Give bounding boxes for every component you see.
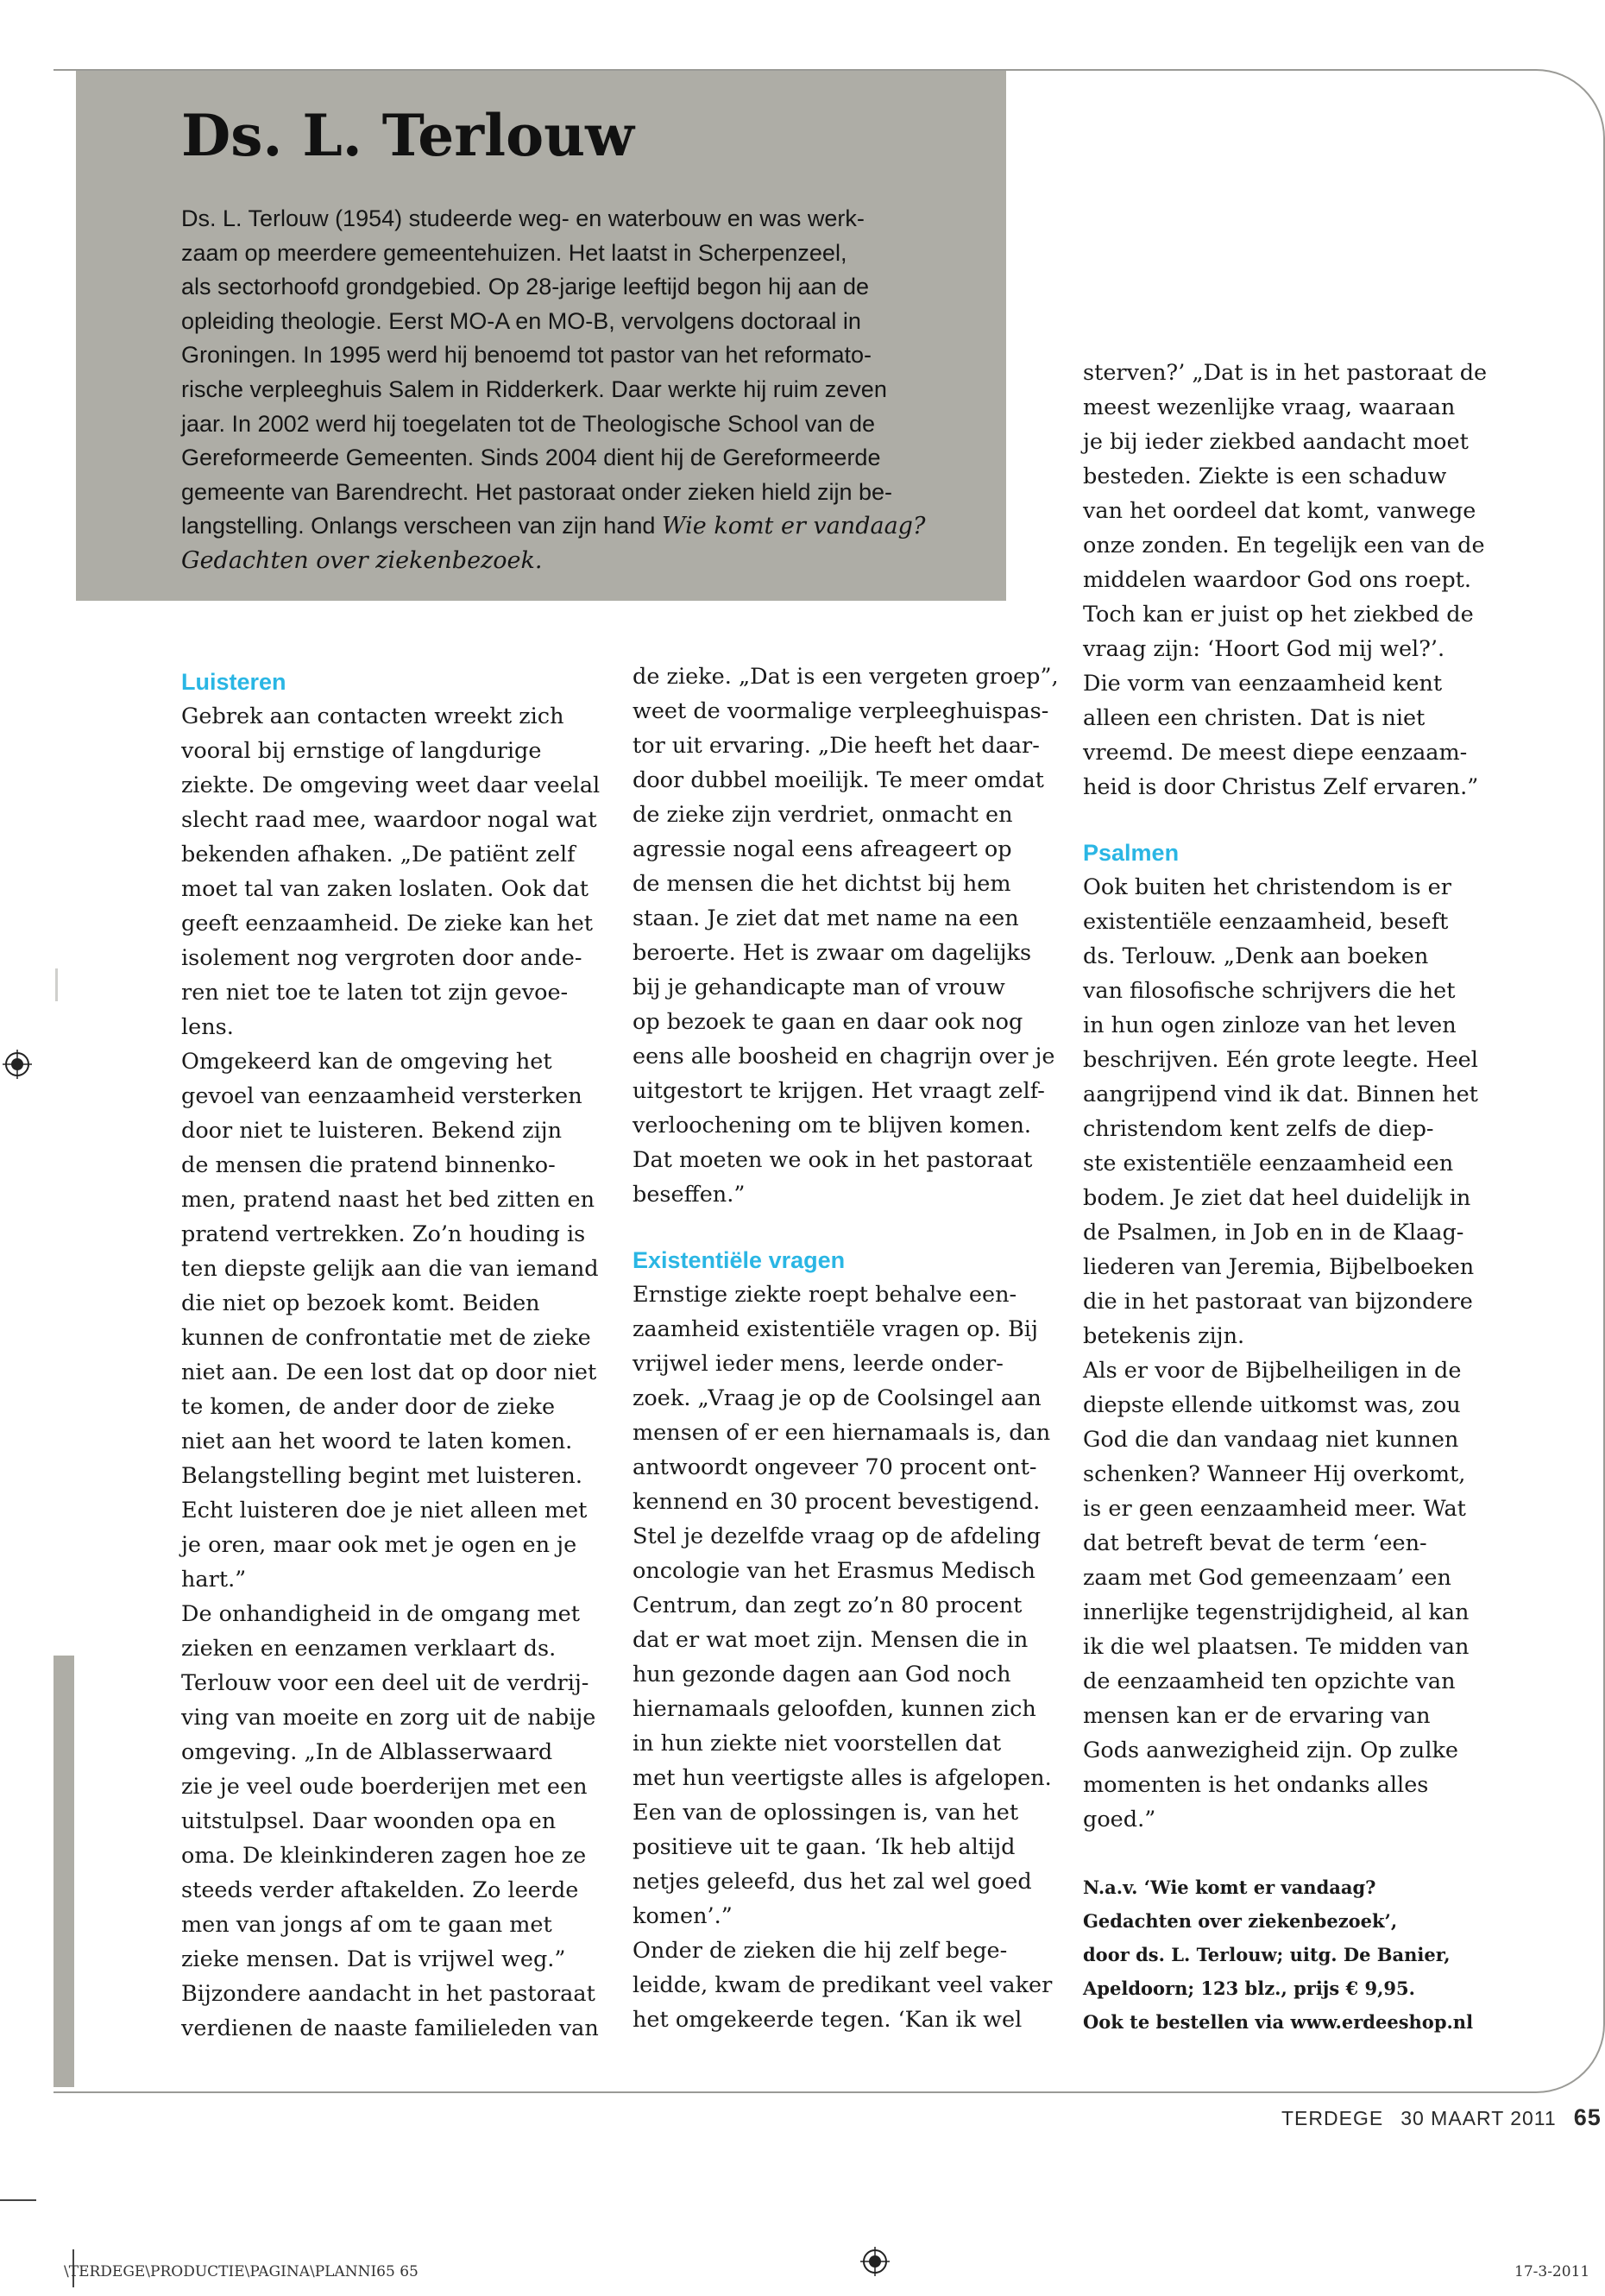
left-gray-bar [54, 1656, 74, 2087]
slug-date: 17-3-2011 [1514, 2263, 1590, 2280]
heading-existentiele-vragen: Existentiële vragen [633, 1247, 846, 1273]
col3-text-a: sterven?’ „Dat is in het pastoraat de meest wezenlijke vraag, waaraan je bij ieder ziekbed aandacht moet besteden. Ziekte is een schaduw van het oordeel dat komt, vanwege onze zonden. En tegelijk een van de middelen waardoor God ons roept. Toch kan er juist op het ziekbed de vraag zijn: ‘Hoort God mij wel?’. Die vorm van eenzaamheid kent alleen een christen. Dat is niet vreemd. De meest diepe eenzaam- heid is door Christus Zelf ervaren.” [1083, 360, 1488, 800]
registration-mark-icon [3, 1050, 32, 1079]
col2-text-b: Ernstige ziekte roept behalve een- zaamheid existentiële vragen op. Bij vrijwel ieder mens, leerde onder- zoek. „Vraag je op de Coolsingel aan mensen of er een hiernamaals is, dan antwoordt ongeveer 70 procent ont- kennend en 30 procent bevestigend. Stel je dezelfde vraag op de afdeling oncologie van het Erasmus Medisch Centrum, dan zegt zo’n 80 procent dat er wat moet zijn. Mensen die in hun gezonde dagen aan God noch hiernamaals geloofden, kunnen zich in hun ziekte niet voorstellen dat met hun veertigste alles is afgelopen. Een van de oplossingen is, van het positieve uit te gaan. ‘Ik heb altijd netjes geleefd, dus het zal wel goed komen’.” Onder de zieken die hij zelf bege- leidde, kwam de predikant veel vaker het omgekeerde tegen. ‘Kan ik wel [633, 1282, 1053, 2033]
frame-bottom-rule [54, 2091, 968, 2093]
article-column-1 [181, 665, 613, 2046]
heading-luisteren: Luisteren [181, 669, 286, 695]
bio-text [181, 202, 958, 578]
bio-book-title-line1: Wie komt er vandaag? [661, 513, 926, 540]
bio-title: Ds. L. Terlouw [181, 102, 634, 169]
left-margin-mark [55, 968, 58, 1001]
col2-text-a: de zieke. „Dat is een vergeten groep”, weet de voormalige verpleeghuispas- tor uit ervaring. „Die heeft het daar- door dubbel moeilijk. Te meer omdat de zieke zijn verdriet, onmacht en agressie nogal eens afreageert op de mensen die het dichtst bij hem staan. Je ziet dat met name na een beroerte. Het is zwaar om dagelijks bij je gehandicapte man of vrouw op bezoek te gaan en daar ook nog eens alle boosheid en chagrijn over je uitgestort te krijgen. Het vraagt zelf- verloochening om te blijven komen. Dat moeten we ook in het pastoraat beseffen.” [633, 664, 1059, 1208]
page-number: 65 [1573, 2104, 1602, 2130]
article-column-3 [1083, 356, 1532, 1837]
col3-text-b: Ook buiten het christendom is er existentiële eenzaamheid, beseft ds. Terlouw. „Denk aan boeken van filosofische schrijvers die het in hun ogen zinloze van het leven beschrijven. Eén grote leegte. Heel aangrijpend vind ik dat. Binnen het christendom kent zelfs de diep- ste existentiële eenzaamheid een bodem. Je ziet dat heel duidelijk in de Psalmen, in Job en in de Klaag- liederen van Jeremia, Bijbelboeken die in het pastoraat van bijzondere betekenis zijn. Als er voor de Bijbelheiligen in de diepste ellende uitkomst was, zou God die dan vandaag niet kunnen schenken? Wanneer Hij overkomt, is er geen eenzaamheid meer. Wat dat betreft bevat de term ‘een- zaam met God gemeenzaam’ een innerlijke tegenstrijdigheid, al kan ik die wel plaatsen. Te midden van de eenzaamheid ten opzichte van mensen kan er de ervaring van Gods aanwezigheid zijn. Op zulke momenten is het ondanks alles goed.” [1083, 874, 1478, 1832]
registration-mark-icon [860, 2247, 890, 2276]
crop-mark [0, 2199, 36, 2201]
page-footer [1281, 2104, 1602, 2131]
book-credit: N.a.v. ‘Wie komt er vandaag? Gedachten over ziekenbezoek’, door ds. L. Terlouw; uitg. De Banier, Apeldoorn; 123 blz., prijs € 9,95. Ook te bestellen via www.erdeeshop.nl [1083, 1877, 1474, 2033]
issue-date: 30 MAART 2011 [1400, 2107, 1557, 2129]
slug-file-path: \TERDEGE\PRODUCTIE\PAGINA\PLANNI65 65 [64, 2263, 419, 2280]
bio-body: Ds. L. Terlouw (1954) studeerde weg- en waterbouw en was werk- zaam op meerdere gemeentehuizen. Het laatst in Scherpenzeel, als sectorhoofd grondgebied. Op 28-jarige leeftijd begon hij aan de opleiding theologie. Eerst MO-A en MO-B, vervolgens doctoraal in Groningen. In 1995 werd hij benoemd tot pastor van het reformato- rische verpleeghuis Salem in Ridderkerk. Daar werkte hij ruim zeven jaar. In 2002 werd hij toegelaten tot de Theologische School van de Gereformeerde Gemeenten. Sinds 2004 dient hij de Gereformeerde gemeente van Barendrecht. Het pastoraat onder zieken hield zijn be- langstelling. Onlangs verscheen van zijn hand [181, 205, 893, 539]
article-column-2 [633, 659, 1064, 2037]
magazine-name: TERDEGE [1281, 2107, 1384, 2129]
heading-psalmen: Psalmen [1083, 840, 1180, 866]
bio-book-title-line2: Gedachten over ziekenbezoek. [181, 546, 543, 574]
col1-text: Gebrek aan contacten wreekt zich vooral bij ernstige of langdurige ziekte. De omgeving weet daar veelal slecht raad mee, waardoor nogal wat bekenden afhaken. „De patiënt zelf moet tal van zaken loslaten. Ook dat geeft eenzaamheid. De zieke kan het isolement nog vergroten door ande- ren niet toe te laten tot zijn gevoe- lens. Omgekeerd kan de omgeving het gevoel van eenzaamheid versterken door niet te luisteren. Bekend zijn de mensen die pratend binnenko- men, pratend naast het bed zitten en pratend vertrekken. Zo’n houding is ten diepste gelijk aan die van iemand die niet op bezoek komt. Beiden kunnen de confrontatie met de zieke niet aan. De een lost dat op door niet te komen, de ander door de zieke niet aan het woord te laten komen. Belangstelling begint met luisteren. Echt luisteren doe je niet alleen met je oren, maar ook met je ogen en je hart.” De onhandigheid in de omgang met zieken en eenzamen verklaart ds. Terlouw voor een deel uit de verdrij- ving van moeite en zorg uit de nabije omgeving. „In de Alblasserwaard zie je veel oude boerderijen met een uitstulpsel. Daar woonden opa en oma. De kleinkinderen zagen hoe ze steeds verder aftakelden. Zo leerde men van jongs af om te gaan met zieke mensen. Dat is vrijwel weg.” Bijzondere aandacht in het pastoraat verdienen de naaste familieleden van [181, 703, 601, 2041]
